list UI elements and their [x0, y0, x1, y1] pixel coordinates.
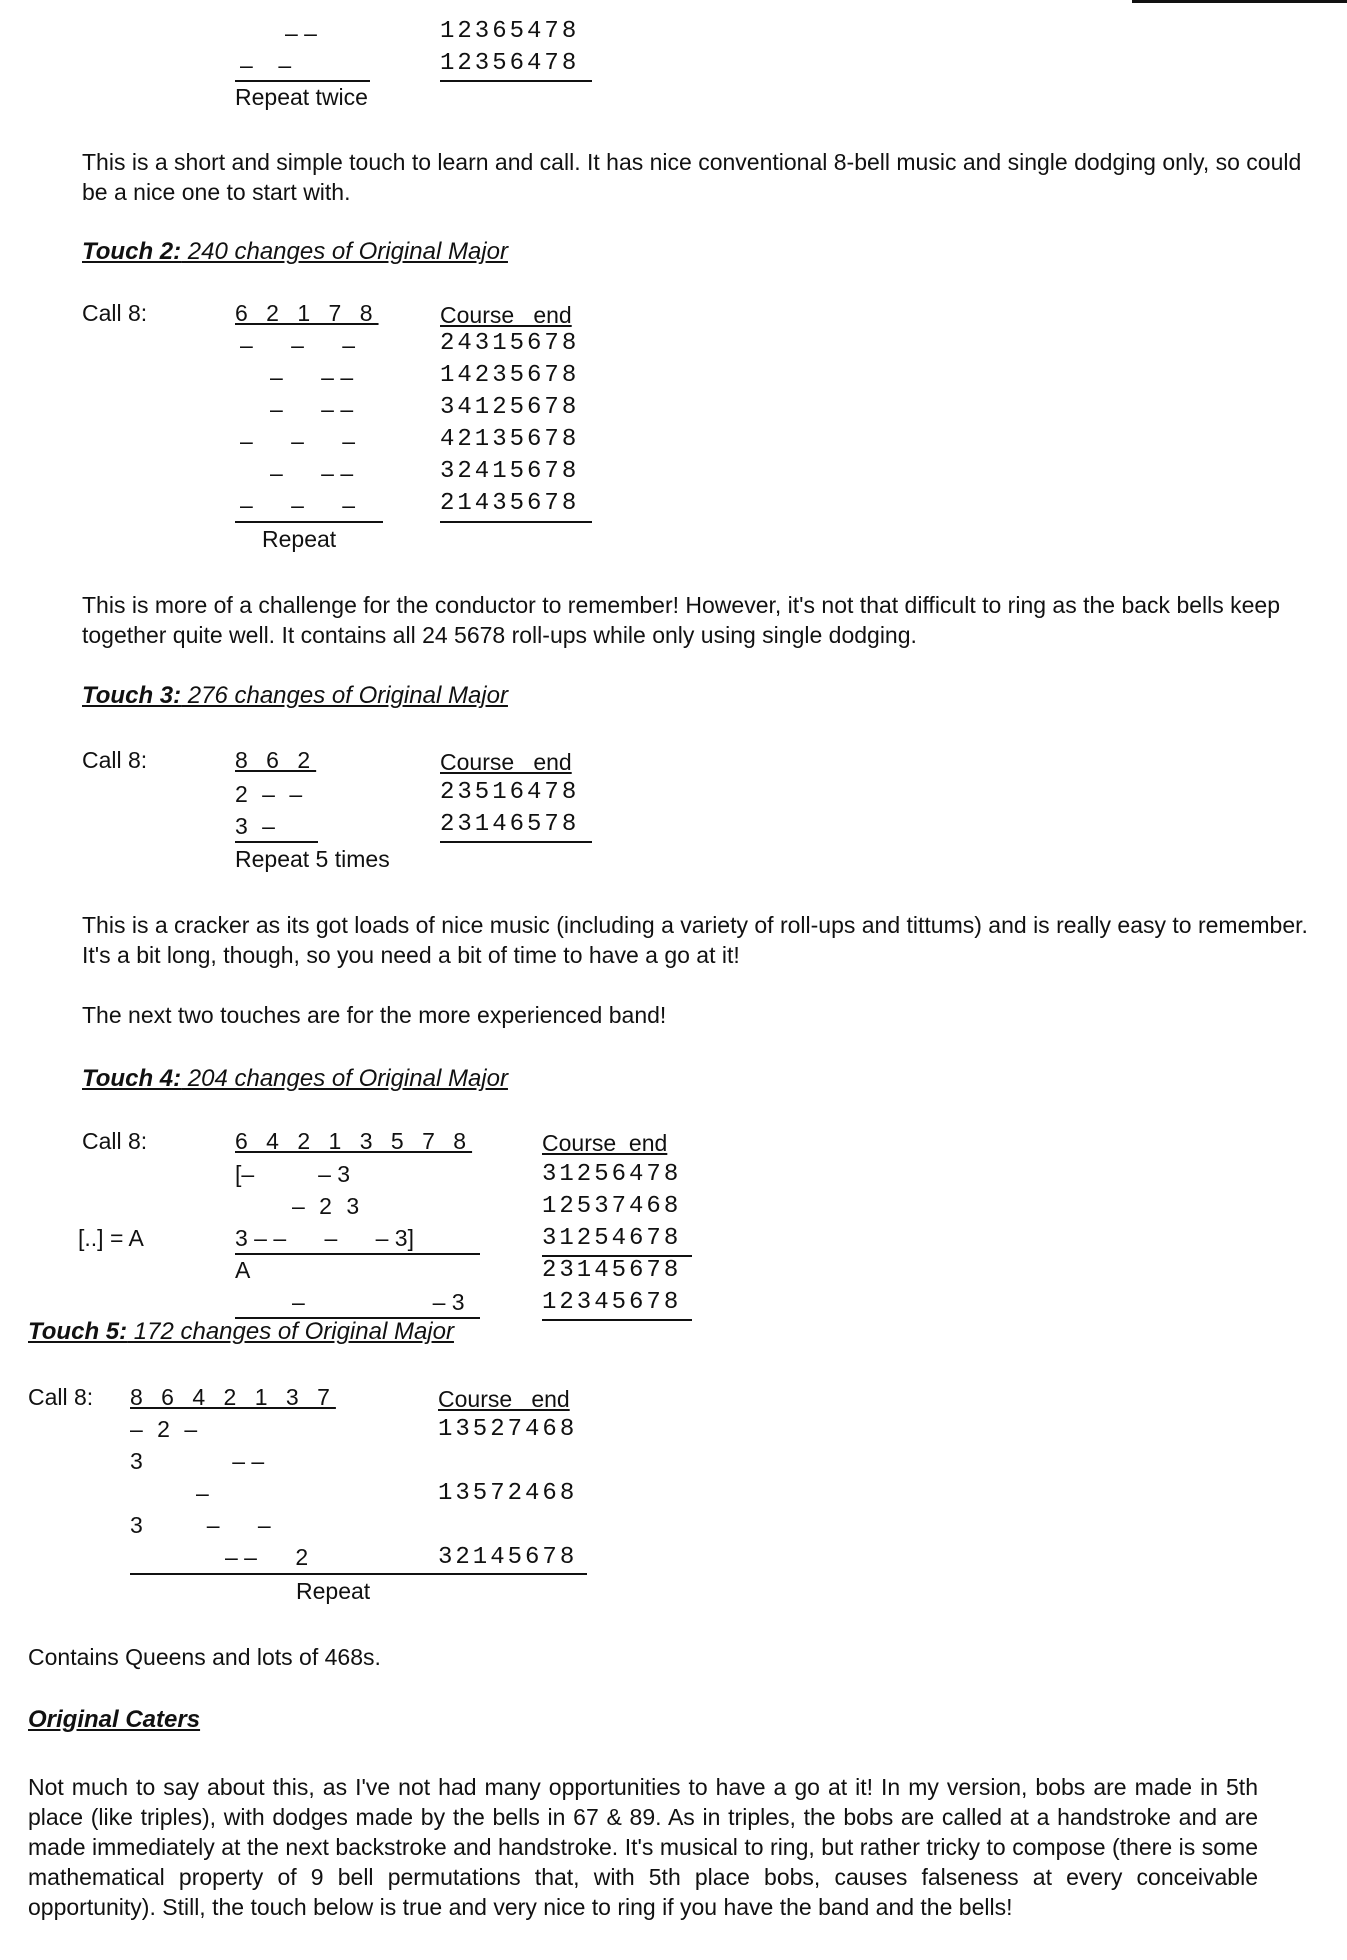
- t4-change-1: 31256478: [542, 1161, 682, 1188]
- touch5-call: Call 8:: [28, 1384, 94, 1410]
- t1-repeat: Repeat twice: [235, 84, 368, 110]
- t4-calls-3: 3 – – – – 3]: [235, 1225, 414, 1251]
- t4-change-5: 12345678: [542, 1289, 682, 1316]
- t2-calls-4: – – –: [240, 428, 356, 454]
- top-edge-rule: [1132, 0, 1347, 3]
- t4-change-3: 31254678: [542, 1225, 682, 1252]
- t3-calls-underline: [235, 841, 318, 843]
- t1-change-2: 12356478: [440, 50, 580, 77]
- t2-change-underline: [440, 521, 592, 523]
- t3-calls-1: 2 – –: [235, 781, 307, 807]
- touch4-block-label: [..] = A: [78, 1225, 144, 1251]
- t4-change-underline-2: [542, 1319, 692, 1321]
- touch5-course-end: Course end: [438, 1386, 570, 1412]
- t4-calls-2: – 2 3: [292, 1193, 364, 1219]
- t3-change-1: 23516478: [440, 779, 580, 806]
- paragraph-4: The next two touches are for the more experienced band!: [82, 1002, 667, 1028]
- touch2-positions: 6 2 1 7 8: [235, 300, 379, 326]
- t4-change-4: 23145678: [542, 1257, 682, 1284]
- touch5-heading: Touch 5: 172 changes of Original Major: [28, 1318, 454, 1345]
- touch4-call: Call 8:: [82, 1128, 148, 1154]
- t4-block-underline: [235, 1253, 480, 1255]
- t2-calls-2: – – –: [270, 364, 354, 390]
- t1-calls-2: – –: [240, 52, 292, 78]
- t2-change-1: 24315678: [440, 330, 580, 357]
- t2-calls-underline: [235, 521, 383, 523]
- paragraph-3: This is a cracker as its got loads of nice music (including a variety of roll-ups and tittums) and is really easy to remember. It's a bit long, though, so you need a bit of time to have a go at it!: [82, 912, 1308, 968]
- t2-change-3: 34125678: [440, 394, 580, 421]
- touch3-course-end: Course end: [440, 749, 572, 775]
- t1-calls-1: – –: [285, 20, 317, 46]
- t2-change-5: 32415678: [440, 458, 580, 485]
- t3-change-2: 23146578: [440, 811, 580, 838]
- t5-calls-1: – 2 –: [130, 1416, 202, 1442]
- paragraph-1: This is a short and simple touch to learn and call. It has nice conventional 8-bell music and single dodging only, so could be a nice one to start with.: [82, 149, 1302, 205]
- paragraph-2: This is more of a challenge for the conductor to remember! However, it's not that difficult to ring as the back bells keep together quite well. It contains all 24 5678 roll-ups while only using single dodging.: [82, 592, 1281, 648]
- touch3-call: Call 8:: [82, 747, 148, 773]
- t3-calls-2: 3 –: [235, 813, 279, 839]
- caters-paragraph: Not much to say about this, as I've not had many opportunities to have a go at it! In my version, bobs are made in 5th place (like triples), with dodges made by the bells in 67 & 89. As in triples, the bobs are called at a handstroke and are made immediately at the next backstroke and handstroke. It's musical to ring, but rather tricky to compose (there is some mathematical property of 9 bell permutations that, with 5th place bobs, causes falseness at every conceivable opportunity). Still, the touch below is true and very nice to ring if you have the band and the bells!: [28, 1774, 1258, 1920]
- touch2-call: Call 8:: [82, 300, 148, 326]
- touch4-heading: Touch 4: 204 changes of Original Major: [82, 1065, 508, 1092]
- t5-change-1: 13527468: [438, 1416, 578, 1443]
- caters-heading: Original Caters: [28, 1706, 201, 1733]
- t2-change-6: 21435678: [440, 490, 580, 517]
- touch5-repeat: Repeat: [296, 1578, 371, 1604]
- t5-underline: [130, 1573, 587, 1575]
- t4-calls-1: [– – 3: [235, 1161, 351, 1187]
- t5-change-5: 32145678: [438, 1544, 578, 1571]
- paragraph-5: Contains Queens and lots of 468s.: [28, 1644, 381, 1670]
- t1-change-underline: [440, 80, 592, 82]
- t5-calls-4: 3 – –: [130, 1512, 271, 1538]
- t2-change-2: 14235678: [440, 362, 580, 389]
- t1-change-1: 12365478: [440, 18, 580, 45]
- touch4-positions: 6 4 2 1 3 5 7 8: [235, 1128, 473, 1154]
- t5-calls-5: – – 2: [225, 1544, 309, 1570]
- touch2-course-end: Course end: [440, 302, 572, 328]
- t4-calls-4: A: [235, 1257, 251, 1283]
- t3-change-underline: [440, 841, 592, 843]
- t2-change-4: 42135678: [440, 426, 580, 453]
- t5-calls-2: 3 – –: [130, 1448, 265, 1474]
- t5-change-3: 13572468: [438, 1480, 578, 1507]
- touch3-heading: Touch 3: 276 changes of Original Major: [82, 682, 508, 709]
- t4-calls-5: – – 3: [292, 1289, 465, 1315]
- t2-calls-3: – – –: [270, 396, 354, 422]
- t2-calls-6: – – –: [240, 492, 356, 518]
- touch2-repeat: Repeat: [262, 526, 337, 552]
- t2-calls-1: – – –: [240, 332, 356, 358]
- touch3-repeat: Repeat 5 times: [235, 846, 390, 872]
- touch4-course-end: Course end: [542, 1130, 668, 1156]
- t4-change-2: 12537468: [542, 1193, 682, 1220]
- t2-calls-5: – – –: [270, 460, 354, 486]
- touch3-positions: 8 6 2: [235, 747, 317, 773]
- touch2-heading: Touch 2: 240 changes of Original Major: [82, 238, 508, 265]
- touch5-positions: 8 6 4 2 1 3 7: [130, 1384, 336, 1410]
- t5-calls-3: –: [196, 1480, 209, 1506]
